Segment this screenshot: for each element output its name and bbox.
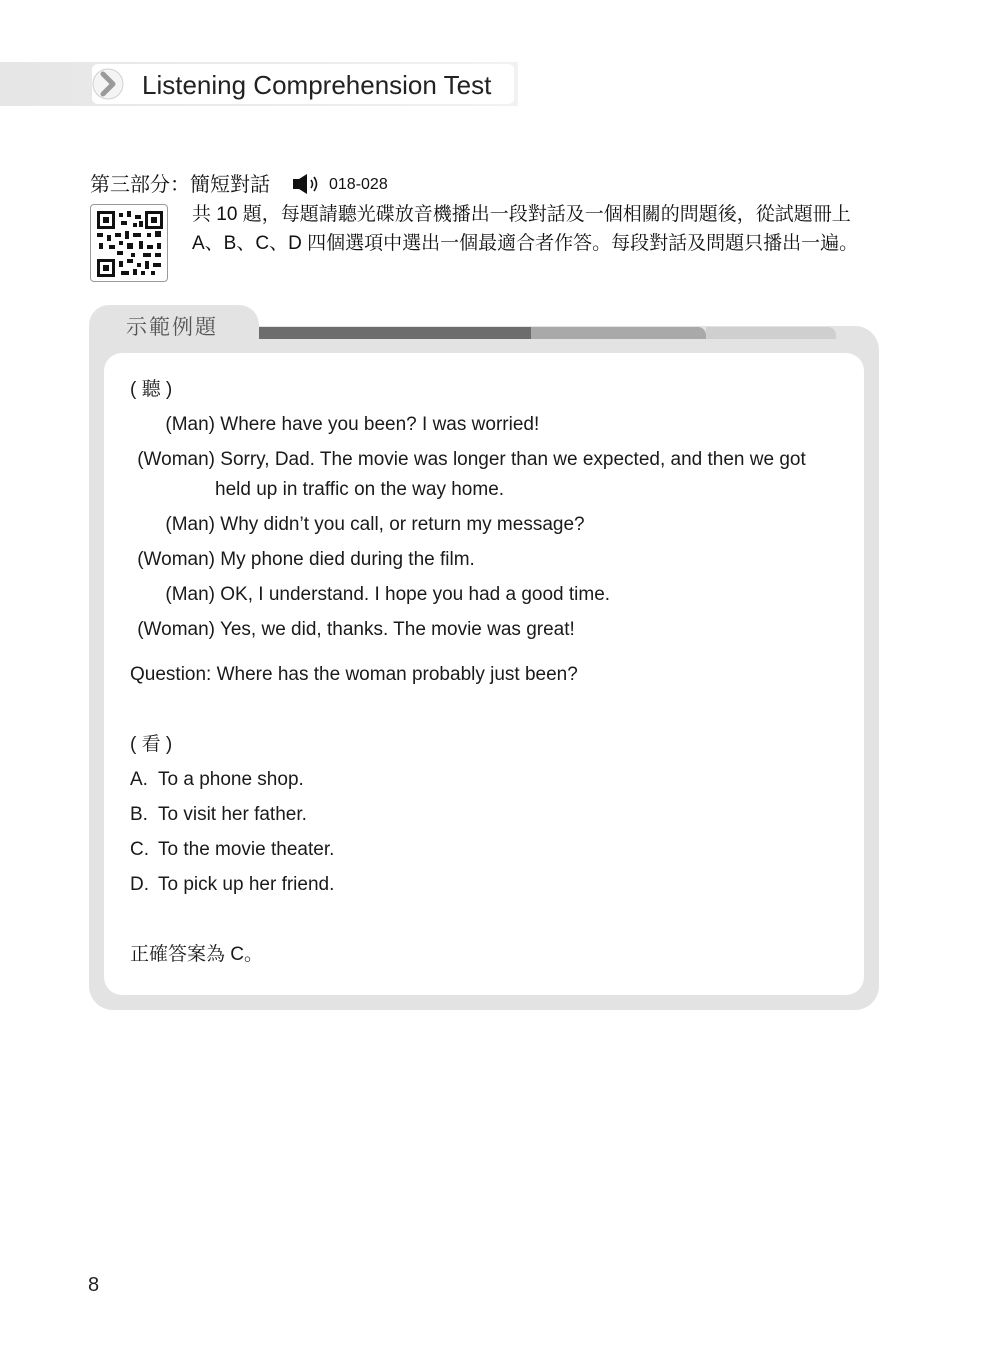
page-header-title: Listening Comprehension Test [142, 70, 492, 100]
answer-text: 正確答案為 C。 [130, 944, 264, 965]
option-letter: C. [130, 839, 149, 860]
instructions-line-2: A、B、C、D 四個選項中選出一個最適合者作答。每段對話及問題只播出一遍。 [192, 233, 859, 254]
dialogue-text: My phone died during the film. [220, 549, 475, 570]
dialogue-speaker: (Woman) [137, 619, 215, 640]
dialogue-speaker: (Man) [165, 584, 215, 605]
dialogue-line [130, 583, 610, 607]
option-text: To the movie theater. [158, 839, 335, 860]
dialogue-text: Yes, we did, thanks. The movie was great! [219, 619, 575, 640]
dialogue-speaker: (Woman) [137, 449, 215, 470]
option-text: To a phone shop. [158, 769, 304, 790]
dialogue-speaker: (Man) [165, 514, 215, 535]
example-tab-label: 示範例題 [126, 316, 218, 339]
dialogue-line [130, 448, 806, 472]
speaker-icon[interactable] [292, 173, 324, 195]
decorative-bar-light [706, 327, 836, 339]
section-title: 第三部分：簡短對話 [90, 174, 270, 196]
page-number: 8 [88, 1274, 100, 1296]
dialogue-continuation: held up in traffic on the way home. [215, 479, 505, 500]
look-label: ( 看 ) [130, 734, 173, 755]
dialogue-text: Why didn’t you call, or return my message? [220, 514, 585, 535]
dialogue-text: Where have you been? I was worried! [220, 414, 540, 435]
decorative-bar-mid [531, 327, 706, 339]
dialogue-speaker: (Woman) [137, 549, 215, 570]
option-item [130, 803, 307, 827]
dialogue-line [130, 513, 585, 537]
instructions [192, 200, 892, 258]
dialogue-line [130, 548, 475, 572]
decorative-bar-dark [259, 327, 531, 339]
option-text: To pick up her friend. [158, 874, 335, 895]
dialogue-text: Sorry, Dad. The movie was longer than we expected, and then we got [220, 449, 806, 470]
dialogue-speaker: (Man) [165, 414, 215, 435]
instructions-line-1: 共 10 題，每題請聽光碟放音機播出一段對話及一個相關的問題後，從試題冊上 [192, 204, 851, 225]
option-letter: D. [130, 874, 149, 895]
dialogue-line [130, 618, 575, 642]
question-text: Question: Where has the woman probably just been? [130, 664, 578, 685]
option-item [130, 873, 334, 897]
listen-label: ( 聽 ) [130, 379, 173, 400]
option-letter: A. [130, 769, 148, 790]
option-text: To visit her father. [158, 804, 307, 825]
option-letter: B. [130, 804, 148, 825]
option-item [130, 838, 334, 862]
chevron-right-icon [88, 66, 128, 102]
option-item [130, 768, 304, 792]
dialogue-line [130, 413, 539, 437]
dialogue-text: OK, I understand. I hope you had a good time. [220, 584, 611, 605]
track-code: 018-028 [329, 176, 388, 193]
qr-code-icon[interactable] [90, 204, 168, 282]
